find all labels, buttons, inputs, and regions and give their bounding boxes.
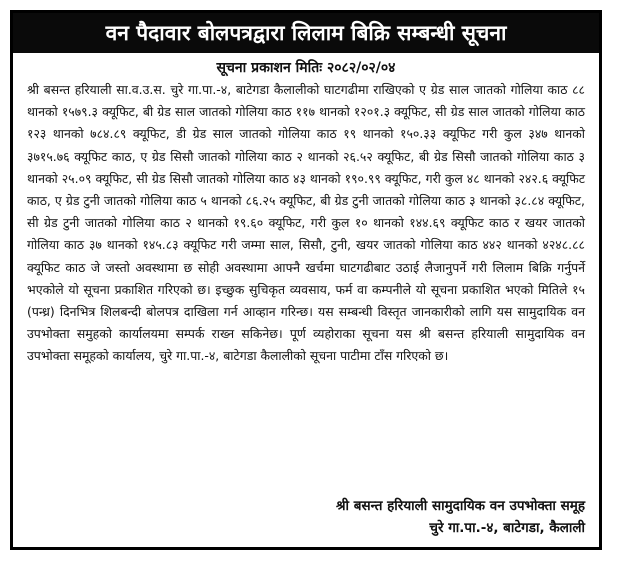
notice-title: वन पैदावार बोलपत्रद्वारा लिलाम बिक्रि सम्बन्धी सूचना <box>13 13 599 53</box>
publication-date: सूचना प्रकाशन मितिः २०८२/०२/०४ <box>216 60 396 76</box>
signature-block <box>336 495 585 539</box>
signature-address: चुरे गा.पा.-४, बाटेगडा, कैलाली <box>429 520 585 536</box>
notice-body: श्री बसन्त हरियाली सा.व.उ.स. चुरे गा.पा.-४, बाटेगडा कैलालीको घाटगढीमा राखिएको ए ग्रेड साल जातको गोलिया काठ ८८ थानको १५७९.३ क्यूफिट, बी ग्रेड साल जातको गोलिया काठ ११७ थानको १२०१.३ क्यूफिट, सी ग्रेड साल जातको गोलिया काठ १२३ थानको ७८४.८९ क्यूफिट, डी ग्रेड साल जातको गोलिया काठ १९ थानको १५०.३३ क्यूफिट गरी कुल ३४७ थानको ३७१५.७६ क्यूफिट काठ, ए ग्रेड सिसौ जातको गोलिया काठ २ थानको २६.५२ क्यूफिट, बी ग्रेड सिसौ जातको गोलिया काठ ३ थानको २५.०९ क्यूफिट, सी ग्रेड सिसौ जातको गोलिया काठ ४३ थानको १९०.९९ क्यूफिट, गरी कुल ४८ थानको २४२.६ क्यूफिट काठ, ए ग्रेड टुनी जातको गोलिया काठ ५ थानको ८६.२५ क्यूफिट, बी ग्रेड टुनी जातको गोलिया काठ ३ थानको ३८.८४ क्यूफिट, सी ग्रेड टुनी जातको गोलिया काठ २ थानको १९.६० क्यूफिट, गरी कुल १० थानको १४४.६९ क्यूफिट काठ र खयर जातको गोलिया काठ ३७ थानको १४५.८३ क्यूफिट गरी जम्मा साल, सिसौ, टुनी, खयर जातको गोलिया काठ ४४२ थानको ४२४८.८८ क्यूफिट काठ जे जस्तो अवस्थामा छ सोही अवस्थामा आफ्नै खर्चमा घाटगढीबाट उठाई लैजानुपर्ने गरी लिलाम बिक्रि गर्नुपर्ने भएकोले यो सूचना प्रकाशित गरिएको छ। इच्छुक सुचिकृत व्यवसाय, फर्म वा कम्पनीले यो सूचना प्रकाशित भएको मितिले १५ (पन्ध्र) दिनभित्र शिलबन्दी बोलपत्र दाखिला गर्न आव्हान गरिन्छ। यस सम्बन्धी विस्तृत जानकारीको लागि यस सामुदायिक वन उपभोक्ता समुहको कार्यालयमा सम्पर्क राख्न सकिनेछ। पूर्ण व्यहोराका सूचना यस श्री बसन्त हरियाली सामुदायिक वन उपभोक्ता समूहको कार्यालय, चुरे गा.पा.-४, बाटेगडा कैलालीको सूचना पाटीमा टाँस गरिएको छ। <box>27 82 585 364</box>
notice-box <box>10 10 602 550</box>
signature-organization: श्री बसन्त हरियाली सामुदायिक वन उपभोक्ता समूह <box>335 498 585 514</box>
